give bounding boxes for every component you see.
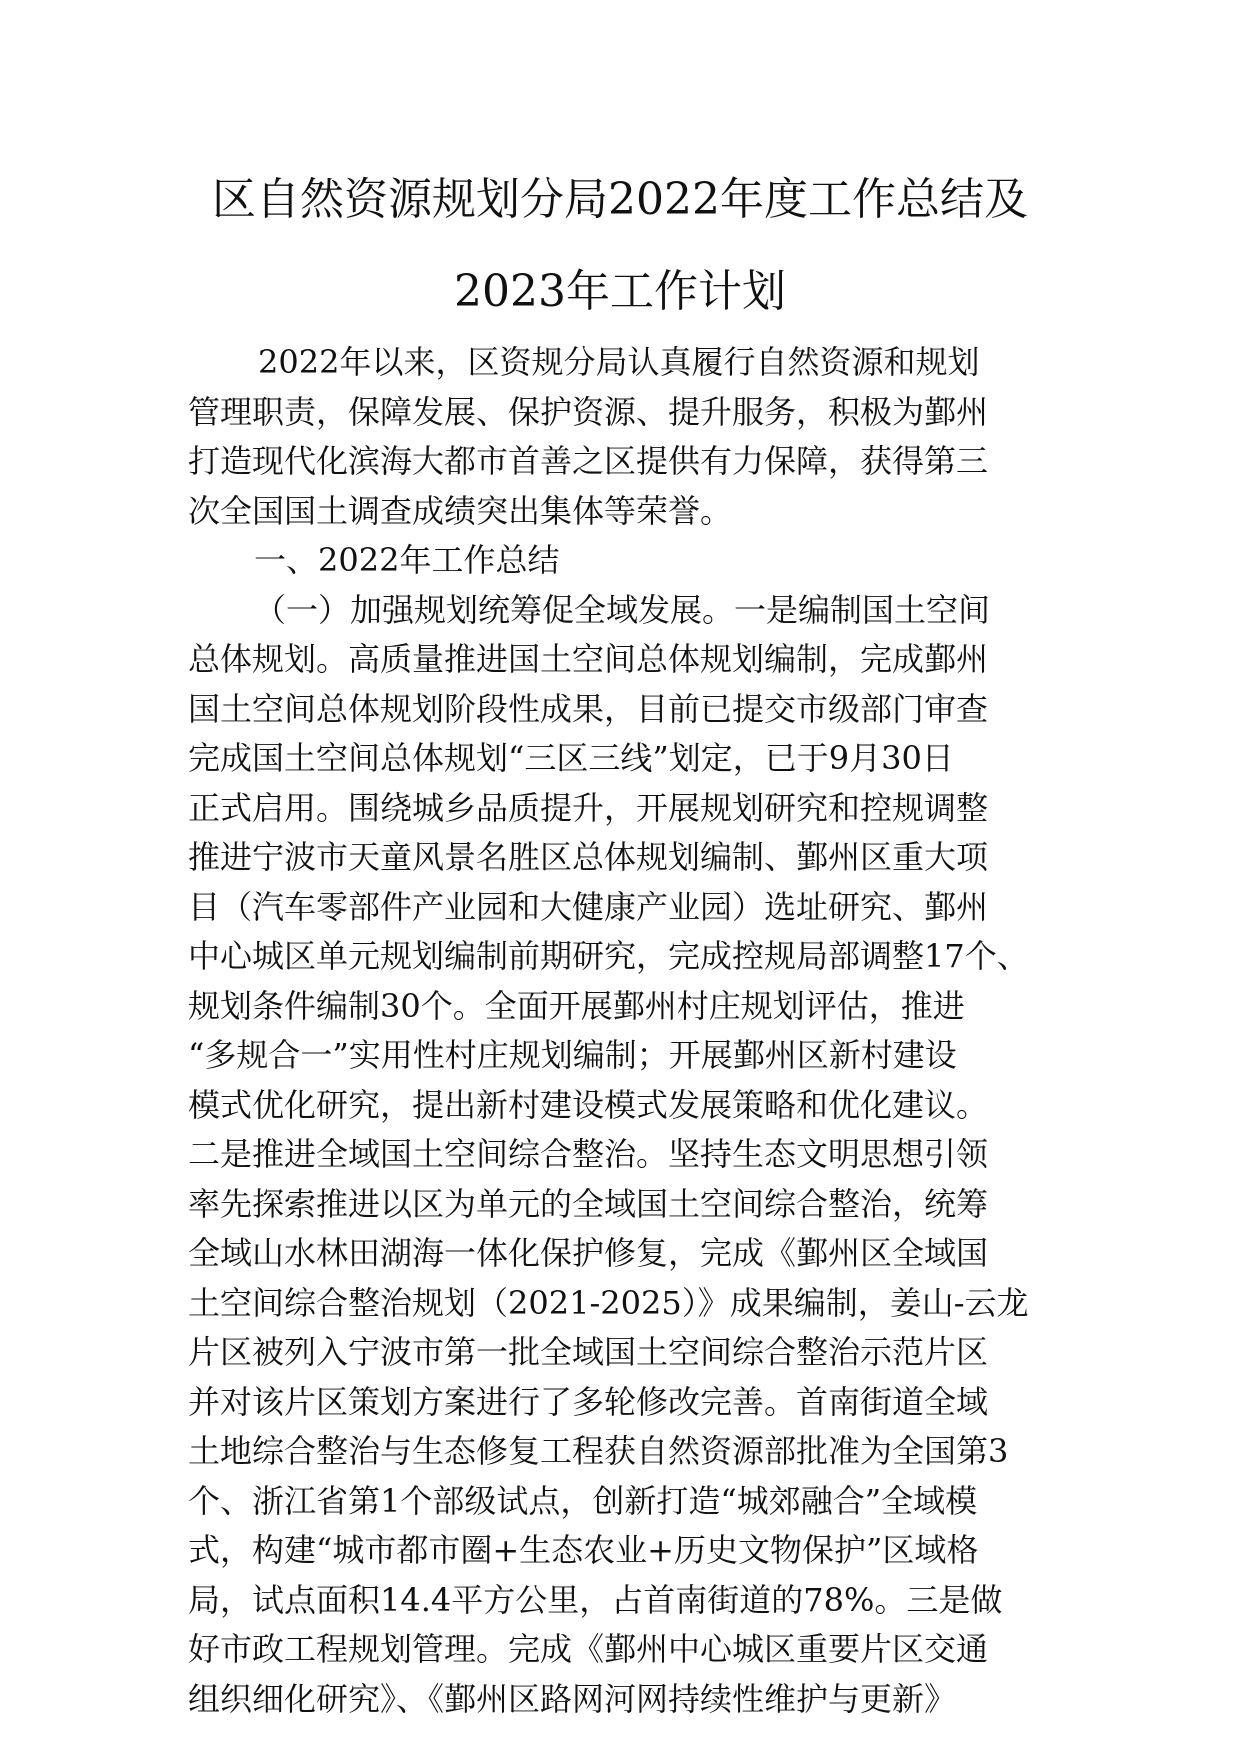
paragraph-line: 式，构建“城市都市圈+生态农业+历史文物保护”区域格 [188, 1531, 979, 1569]
paragraph-line: 国土空间总体规划阶段性成果，目前已提交市级部门审查 [188, 689, 989, 728]
paragraph-line: 模式优化研究，提出新村建设模式发展策略和优化建议。 [188, 1085, 989, 1124]
paragraph-line: 并对该片区策划方案进行了多轮修改完善。首南街道全域 [188, 1382, 989, 1421]
paragraph-line: 个、浙江省第1个部级试点，创新打造“城郊融合”全域模 [188, 1481, 978, 1520]
paragraph-line: 土地综合整治与生态修复工程获自然资源部批准为全国第3 [188, 1432, 1009, 1470]
section-heading: 一、2022年工作总结 [254, 541, 560, 579]
paragraph-line: 率先探索推进以区为单元的全域国土空间综合整治，统筹 [188, 1184, 989, 1223]
paragraph-line: 二是推进全域国土空间综合整治。坚持生态文明思想引领 [188, 1135, 989, 1173]
paragraph-line: 正式启用。围绕城乡品质提升，开展规划研究和控规调整 [188, 788, 989, 827]
paragraph-line: 打造现代化滨海大都市首善之区提供有力保障，获得第三 [188, 442, 989, 480]
paragraph-line: 局，试点面积14.4平方公里，占首南街道的78%。三是做 [188, 1580, 1003, 1619]
document-body [188, 338, 1052, 1724]
document-title-line1: 区自然资源规划分局2022年度工作总结及 [212, 174, 1028, 225]
paragraph-line: “多规合一”实用性村庄规划编制；开展鄞州区新村建设 [188, 1036, 957, 1074]
document-title-line2: 2023年工作计划 [454, 266, 786, 317]
paragraph-line: 总体规划。高质量推进国土空间总体规划编制，完成鄞州 [188, 640, 989, 678]
paragraph-line: 完成国土空间总体规划“三区三线”划定，已于9月30日 [188, 739, 954, 777]
paragraph-line: 好市政工程规划管理。完成《鄞州中心城区重要片区交通 [188, 1630, 989, 1668]
paragraph-line: 规划条件编制30个。全面开展鄞州村庄规划评估，推进 [188, 986, 965, 1025]
paragraph-line: 目（汽车零部件产业园和大健康产业园）选址研究、鄞州 [188, 887, 989, 926]
paragraph-line: 推进宁波市天童风景名胜区总体规划编制、鄞州区重大项 [188, 838, 989, 876]
paragraph-line: 土空间综合整治规划（2021-2025）》成果编制，姜山-云龙 [188, 1283, 1029, 1322]
paragraph-line: 次全国国土调查成绩突出集体等荣誉。 [188, 491, 733, 530]
paragraph-line: 2022年以来，区资规分局认真履行自然资源和规划 [258, 343, 980, 381]
paragraph-line: 管理职责，保障发展、保护资源、提升服务，积极为鄞州 [188, 392, 989, 431]
paragraph-line: 全域山水林田湖海一体化保护修复，完成《鄞州区全域国 [188, 1234, 989, 1272]
paragraph-line: （一）加强规划统筹促全域发展。一是编制国土空间 [254, 590, 991, 629]
paragraph-line: 中心城区单元规划编制前期研究，完成控规局部调整17个、 [188, 937, 1029, 975]
paragraph-line: 组织细化研究》、《鄞州区路网河网持续性维护与更新》 [188, 1679, 957, 1718]
paragraph-line: 片区被列入宁波市第一批全域国土空间综合整治示范片区 [188, 1333, 989, 1371]
